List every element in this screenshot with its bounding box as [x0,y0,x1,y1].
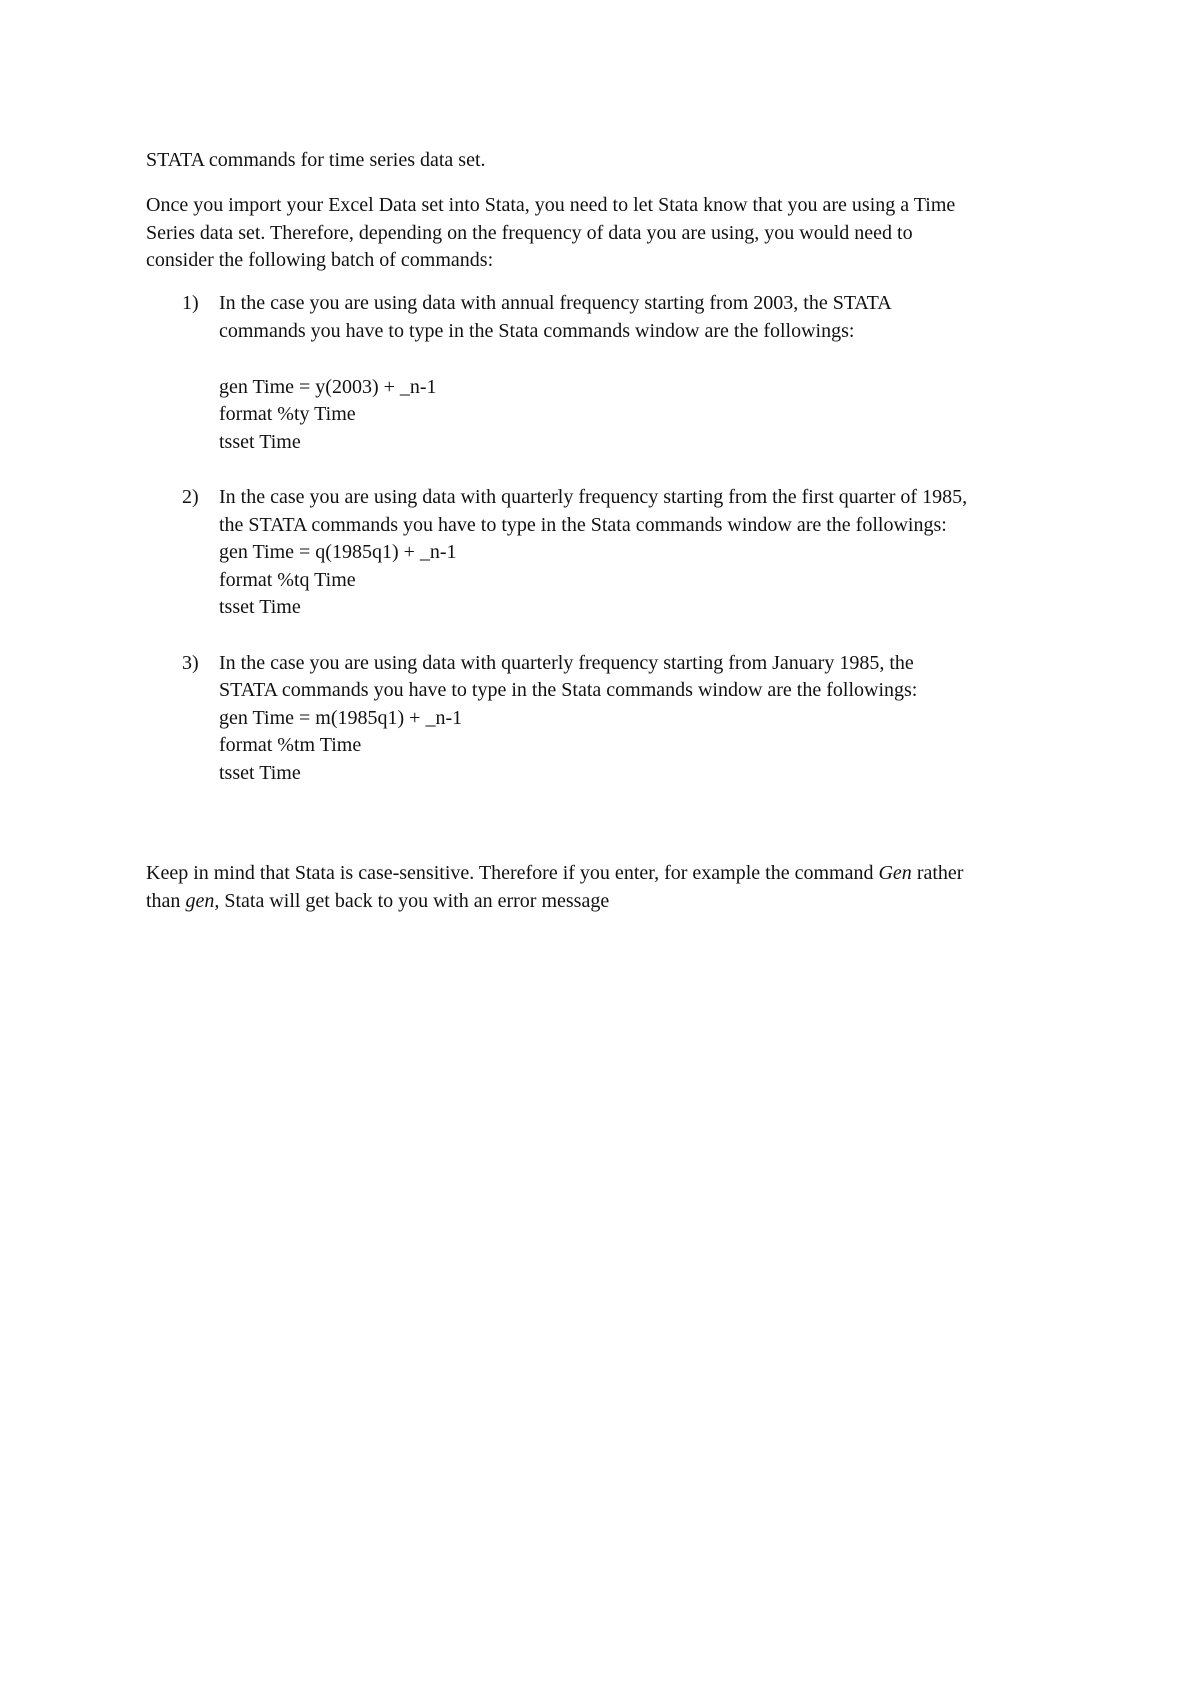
list-item-3-command-2: format %tm Time [219,734,362,756]
list-item-1-command-2: format %ty Time [219,403,356,425]
intro-line-2: Series data set. Therefore, depending on the frequency of data you are using, you would need to [146,222,913,244]
closing-line-2-start: than [146,890,186,912]
closing-line-1-end: rather [911,862,964,884]
list-item-1-number: 1) [182,292,199,314]
list-item-3-text-line-2: STATA commands you have to type in the Stata commands window are the followings: [219,679,918,701]
document-title: STATA commands for time series data set. [146,149,486,171]
list-item-2-command-3: tsset Time [219,596,301,618]
list-item-2-text-line-1: In the case you are using data with quarterly frequency starting from the first quarter of 1985, [219,486,968,508]
list-item-2-text-line-2: the STATA commands you have to type in the Stata commands window are the followings: [219,514,947,536]
list-item-3-command-3: tsset Time [219,762,301,784]
list-item-2-command-2: format %tq Time [219,569,356,591]
list-item-3-command-1: gen Time = m(1985q1) + _n-1 [219,707,463,729]
closing-italic-gen-capital: Gen [878,862,912,884]
list-item-2-number: 2) [182,486,199,508]
closing-line-1-start: Keep in mind that Stata is case-sensitive. Therefore if you enter, for example the command [146,862,879,884]
closing-line-2-end: Stata will get back to you with an error message [219,890,610,912]
list-item-1-command-1: gen Time = y(2003) + _n-1 [219,376,437,398]
list-item-1-command-3: tsset Time [219,431,301,453]
closing-line-2 [146,887,609,915]
intro-line-3: consider the following batch of commands: [146,249,494,271]
closing-line-1 [146,859,963,887]
list-item-1-text-line-1: In the case you are using data with annual frequency starting from 2003, the STATA [219,292,892,314]
list-item-1-text-line-2: commands you have to type in the Stata commands window are the followings: [219,320,855,342]
closing-italic-gen-lower: gen, [185,890,220,912]
intro-line-1: Once you import your Excel Data set into Stata, you need to let Stata know that you are using a Time [146,194,956,216]
list-item-3-text-line-1: In the case you are using data with quarterly frequency starting from January 1985, the [219,652,914,674]
list-item-3-number: 3) [182,652,199,674]
list-item-2-command-1: gen Time = q(1985q1) + _n-1 [219,541,457,563]
